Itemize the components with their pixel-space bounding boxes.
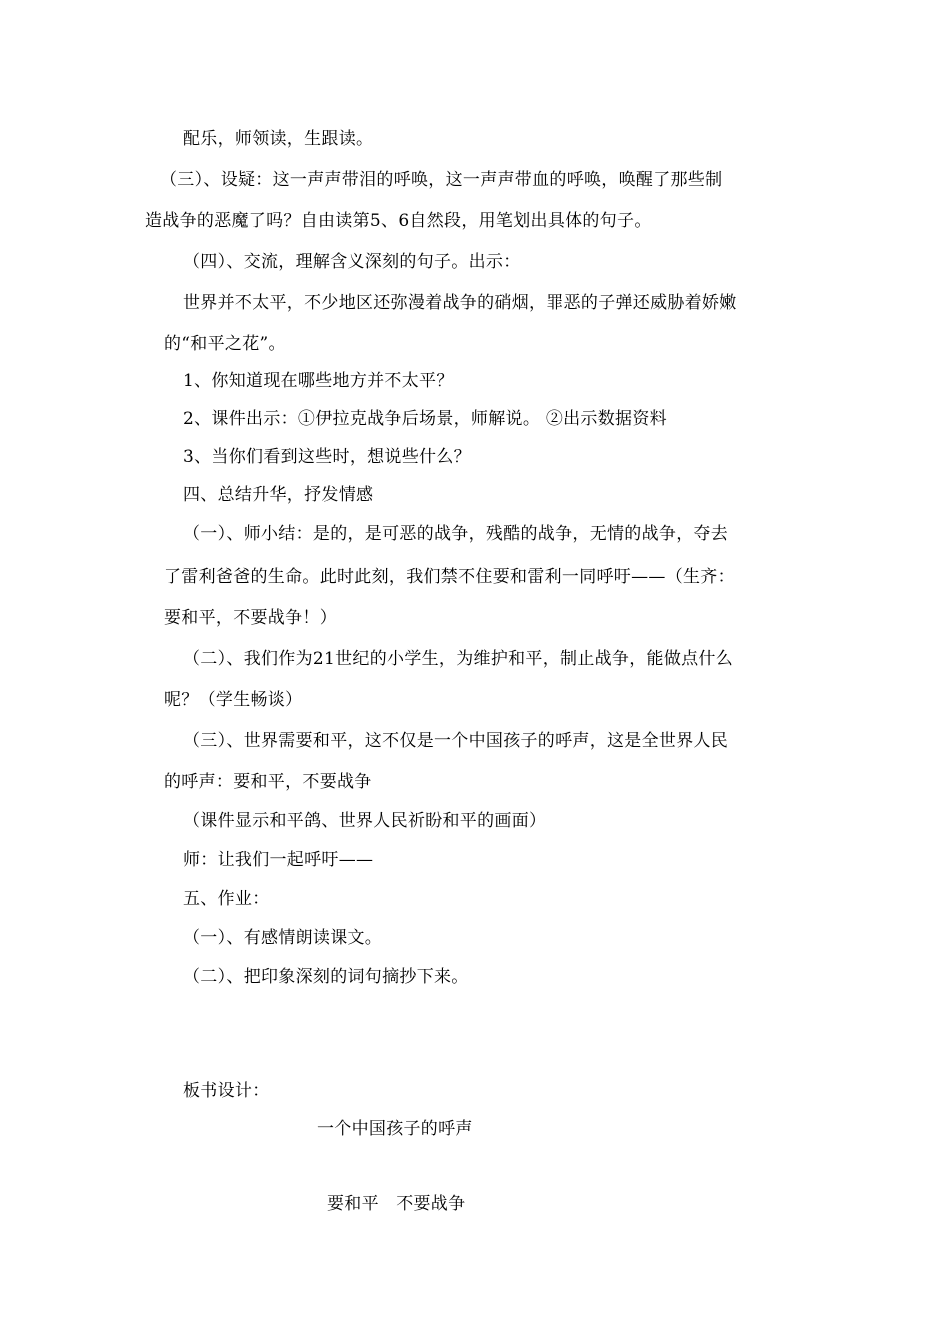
text-line-13: 要和平，不要战争！）	[164, 608, 337, 628]
text-line-10: 四、总结升华，抒发情感	[183, 485, 374, 505]
text-line-11: （一）、师小结：是的，是可恶的战争，残酷的战争，无情的战争，夺去	[183, 524, 729, 544]
text-line-3: 造战争的恶魔了吗？自由读第5、6自然段，用笔划出具体的句子。	[145, 211, 652, 231]
text-line-14: （二）、我们作为21世纪的小学生，为维护和平，制止战争，能做点什么	[183, 649, 734, 669]
text-line-5: 世界并不太平，不少地区还弥漫着战争的硝烟，罪恶的子弹还威胁着娇嫩	[183, 293, 737, 313]
board-design-label: 板书设计：	[183, 1081, 270, 1101]
text-line-1: 配乐，师领读，生跟读。	[183, 129, 374, 149]
text-line-22: （二）、把印象深刻的词句摘抄下来。	[183, 967, 469, 987]
text-line-6: 的“和平之花”。	[164, 334, 286, 354]
text-line-8: 2、课件出示：①伊拉克战争后场景，师解说。 ②出示数据资料	[183, 409, 667, 429]
text-line-15: 呢？（学生畅谈）	[164, 690, 303, 710]
text-line-12: 了雷利爸爸的生命。此时此刻，我们禁不住要和雷利一同呼吁——（生齐：	[164, 567, 735, 587]
text-line-16: （三）、世界需要和平，这不仅是一个中国孩子的呼声，这是全世界人民	[183, 731, 729, 751]
board-design-title: 一个中国孩子的呼声	[317, 1119, 473, 1139]
text-line-9: 3、当你们看到这些时，想说些什么？	[183, 447, 471, 467]
text-line-4: （四）、交流，理解含义深刻的句子。出示：	[183, 252, 521, 272]
text-line-7: 1、你知道现在哪些地方并不太平？	[183, 371, 454, 391]
text-line-20: 五、作业：	[183, 889, 270, 909]
text-line-17: 的呼声：要和平，不要战争	[164, 772, 372, 792]
text-line-2: （三）、设疑：这一声声带泪的呼唤，这一声声带血的呼唤，唤醒了那些制	[160, 170, 723, 190]
board-design-slogan: 要和平 不要战争	[327, 1194, 466, 1214]
text-line-18: （课件显示和平鸽、世界人民祈盼和平的画面）	[183, 811, 547, 831]
text-line-19: 师：让我们一起呼吁——	[183, 850, 374, 870]
text-line-21: （一）、有感情朗读课文。	[183, 928, 383, 948]
